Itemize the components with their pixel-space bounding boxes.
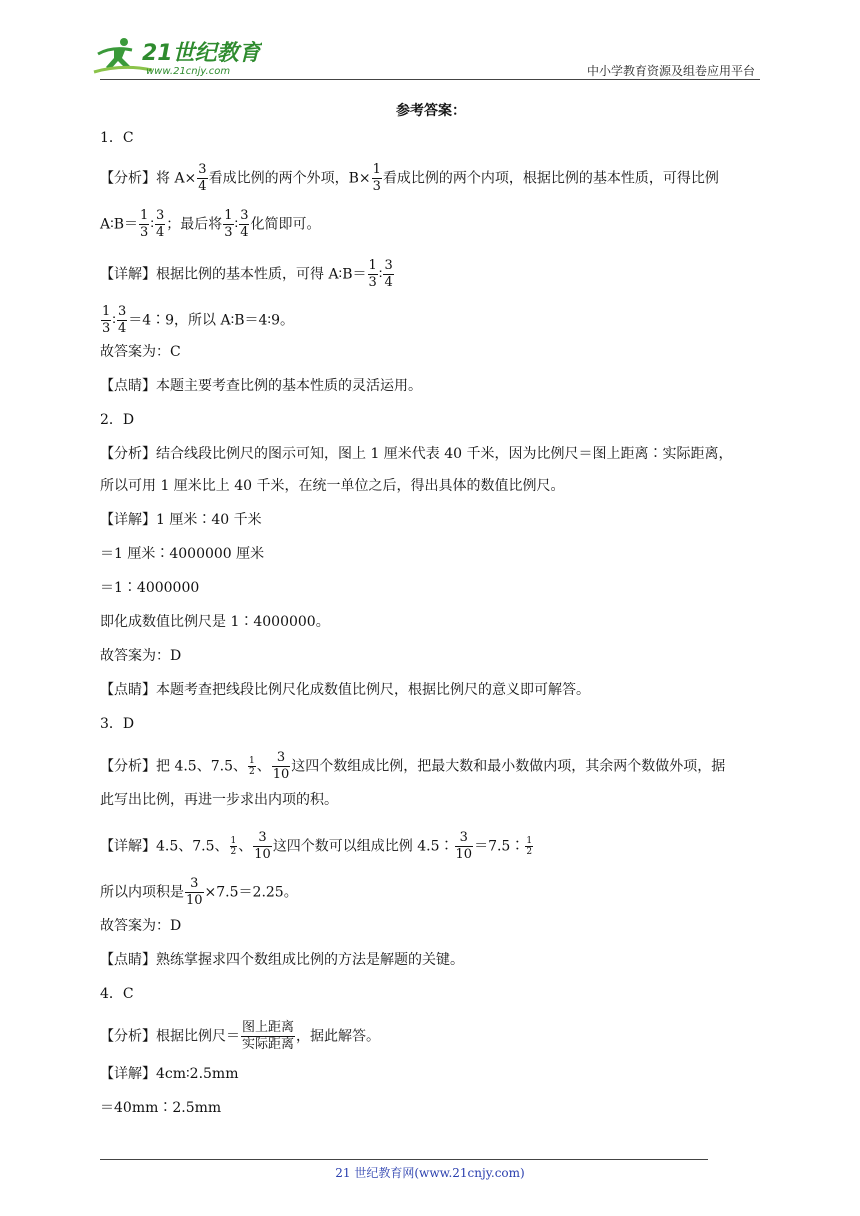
q3-number: 3．D [100, 716, 135, 732]
q4-detail-1: 【详解】4cm∶2.5mm [100, 1066, 239, 1082]
q2-detail-4: 即化成数值比例尺是 1∶4000000。 [100, 614, 330, 630]
q2-analysis-1: 【分析】结合线段比例尺的图示可知，图上 1 厘米代表 40 千米，因为比例尺＝图上距离∶实际距离， [100, 446, 733, 462]
page-title: 参考答案： [396, 103, 466, 119]
q2-detail-2: ＝1 厘米∶4000000 厘米 [100, 546, 265, 562]
svg-text:www.21cnjy.com: www.21cnjy.com [146, 66, 231, 77]
q3-analysis-2: 此写出比例，再进一步求出内项的积。 [100, 792, 338, 808]
fraction: $\frac{3}{10}$ [455, 830, 473, 862]
fraction: $\frac{3}{10}$ [186, 876, 203, 908]
fraction: $\frac{\text{图上距离}}{\text{实际距离}}$ [242, 1020, 295, 1052]
fraction: $\frac{3}{4}$ [240, 208, 249, 240]
fraction: $\frac{1}{2}$ [526, 836, 533, 857]
svg-text:21世纪教育: 21世纪教育 [142, 41, 261, 66]
fraction: $\frac{3}{4}$ [117, 304, 127, 336]
q2-detail-1: 【详解】1 厘米∶40 千米 [100, 512, 262, 528]
q4-number: 4．C [100, 986, 134, 1002]
fraction: $\frac{3}{10}$ [254, 830, 271, 862]
fraction: $\frac{1}{3}$ [224, 208, 233, 240]
q3-comment: 【点睛】熟练掌握求四个数组成比例的方法是解题的关键。 [100, 952, 464, 968]
q2-comment: 【点睛】本题考查把线段比例尺化成数值比例尺，根据比例尺的意义即可解答。 [100, 682, 590, 698]
fraction: $\frac{3}{4}$ [384, 258, 393, 290]
fraction: $\frac{1}{2}$ [230, 836, 237, 857]
fraction: $\frac{1}{3}$ [372, 162, 381, 194]
fraction: $\frac{3}{4}$ [198, 162, 207, 194]
q2-answer: 故答案为：D [100, 648, 182, 664]
logo [92, 36, 262, 78]
fraction: $\frac{1}{3}$ [368, 258, 377, 290]
q3-answer: 故答案为：D [100, 918, 182, 934]
q1-comment: 【点睛】本题主要考查比例的基本性质的灵活运用。 [100, 378, 422, 394]
page-header [0, 0, 860, 80]
platform-name: 中小学教育资源及组卷应用平台 [586, 64, 755, 78]
q2-number: 2．D [100, 412, 135, 428]
q3-detail-1: 【详解】4.5、7.5、 $\frac{1}{2}$ 、 $\frac{3}{10}$ 这四个数可以组成比例 4.5∶ $\frac{3}{10}$ ＝7.5∶ $\frac{1}{2}$ [100, 830, 533, 862]
q1-detail-1: 【详解】根据比例的基本性质，可得 A∶B＝ $\frac{1}{3}$ ∶ $\frac{3}{4}$ [100, 258, 393, 290]
fraction: $\frac{3}{10}$ [272, 750, 290, 782]
q2-detail-3: ＝1∶4000000 [100, 580, 200, 596]
fraction: $\frac{1}{2}$ [248, 756, 255, 777]
q1-answer: 故答案为：C [100, 344, 181, 360]
runner-logo-icon [92, 36, 262, 78]
q4-analysis: 【分析】根据比例尺＝ $\frac{\text{图上距离}}{\text{实际距离}}$ ，据此解答。 [100, 1020, 381, 1052]
q1-analysis-2: A∶B＝ $\frac{1}{3}$ ∶ $\frac{3}{4}$ ；最后将 $\frac{1}{3}$ ∶ $\frac{3}{4}$ 化简即可。 [100, 208, 321, 240]
answer-content [100, 100, 762, 1116]
q2-analysis-2: 所以可用 1 厘米比上 40 千米，在统一单位之后，得出具体的数值比例尺。 [100, 478, 565, 494]
q3-detail-2: 所以内项积是 $\frac{3}{10}$ ×7.5＝2.25。 [100, 876, 298, 908]
q1-detail-2: $\frac{1}{3}$ ∶ $\frac{3}{4}$ ＝4∶9，所以 A∶B＝4∶9。 [102, 304, 294, 336]
q4-detail-2: ＝40mm∶2.5mm [100, 1100, 222, 1116]
q1-number: 1．C [100, 130, 134, 146]
fraction: $\frac{1}{3}$ [140, 208, 149, 240]
fraction: $\frac{3}{4}$ [155, 208, 165, 240]
q1-analysis-1: 【分析】将 A× $\frac{3}{4}$ 看成比例的两个外项，B× $\frac{1}{3}$ 看成比例的两个内项，根据比例的基本性质，可得比例 [100, 162, 719, 194]
footer-link[interactable]: 21 世纪教育网(www.21cnjy.com) [335, 1166, 525, 1180]
q3-analysis-1: 【分析】把 4.5、7.5、 $\frac{1}{2}$ 、 $\frac{3}{10}$ 这四个数组成比例，把最大数和最小数做内项，其余两个数做外项，据 [100, 750, 726, 782]
fraction: $\frac{1}{3}$ [102, 304, 111, 336]
footer-divider [100, 1159, 708, 1160]
header-divider [100, 79, 760, 80]
